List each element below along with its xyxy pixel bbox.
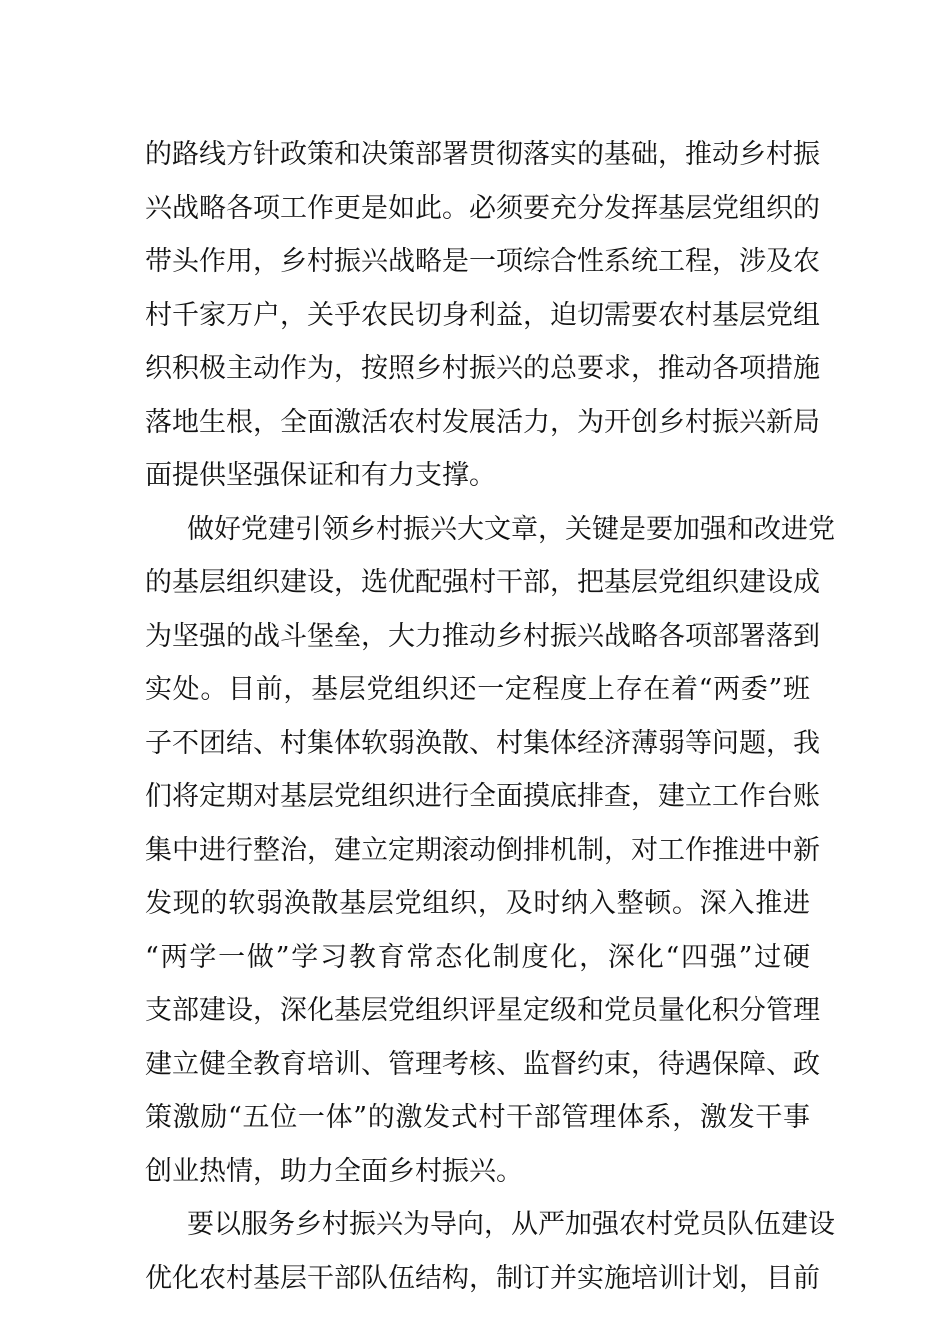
text-line: 建立健全教育培训、管理考核、监督约束，待遇保障、政 (145, 1048, 820, 1080)
text-line: 的基层组织建设，选优配强村干部，把基层党组织建设成 (145, 567, 820, 598)
text-line: 发现的软弱涣散基层党组织，及时纳入整顿。深入推进 (145, 888, 810, 919)
text-line: 创业热情，助力全面乡村振兴。 (145, 1155, 523, 1187)
text-line: 落地生根，全面激活农村发展活力，为开创乡村振兴新局 (145, 406, 820, 438)
text-line: 带头作用，乡村振兴战略是一项综合性系统工程，涉及农 (145, 246, 820, 277)
text-line: 为坚强的战斗堡垒，大力推动乡村振兴战略各项部署落到 (145, 620, 820, 652)
text-line: 子不团结、村集体软弱涣散、村集体经济薄弱等问题，我 (145, 727, 820, 759)
text-line: 们将定期对基层党组织进行全面摸底排查，建立工作台账 (145, 781, 820, 812)
text-line: 优化农村基层干部队伍结构，制订并实施培训计划，目前 (145, 1262, 820, 1294)
text-line: 集中进行整治，建立定期滚动倒排机制，对工作推进中新 (145, 834, 820, 866)
text-line: 策激励“五位一体”的激发式村干部管理体系，激发干事 (145, 1102, 810, 1133)
text-line: 实处。目前，基层党组织还一定程度上存在着“两委”班 (145, 674, 810, 705)
text-line: 面提供坚强保证和有力支撑。 (145, 460, 496, 491)
text-line: 支部建设，深化基层党组织评星定级和党员量化积分管理 (145, 995, 820, 1026)
paragraph-start-line: 做好党建引领乡村振兴大文章，关键是要加强和改进党 (187, 513, 835, 545)
text-line: 村千家万户，关乎农民切身利益，迫切需要农村基层党组 (145, 299, 820, 331)
text-line: 兴战略各项工作更是如此。必须要充分发挥基层党组织的 (145, 192, 820, 224)
paragraph-start-line: 要以服务乡村振兴为导向，从严加强农村党员队伍建设 (187, 1209, 835, 1240)
text-line: 织积极主动作为，按照乡村振兴的总要求，推动各项措施 (145, 353, 820, 384)
body-text (145, 128, 835, 1305)
text-line: 的路线方针政策和决策部署贯彻落实的基础，推动乡村振 (145, 139, 820, 170)
text-line: “两学一做”学习教育常态化制度化，深化“四强”过硬 (145, 941, 810, 973)
